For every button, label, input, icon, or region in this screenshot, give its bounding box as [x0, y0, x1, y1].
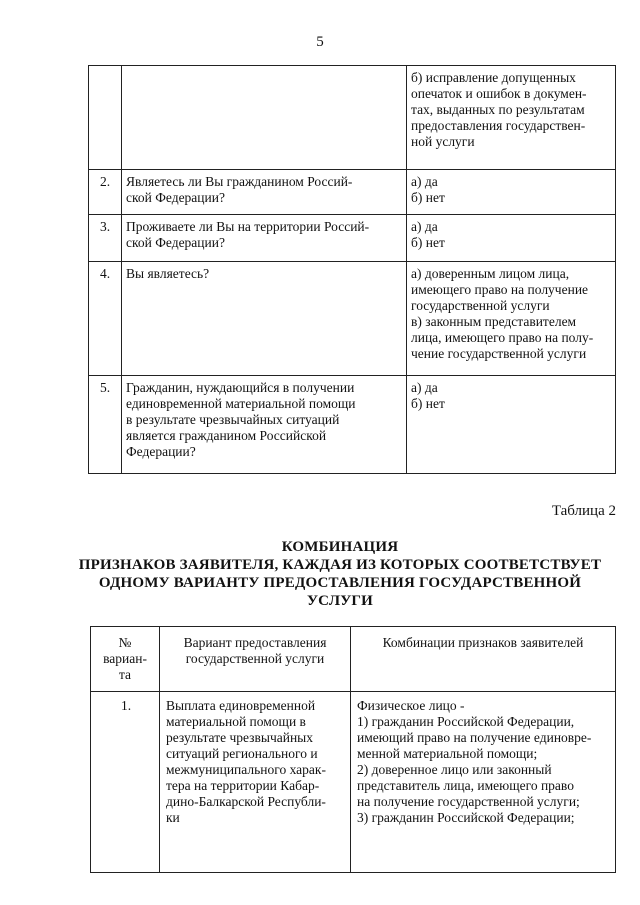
row-question: Гражданин, нуждающийся в получении единовременной материальной помощи в результате чрезвычайных ситуаций является гражданином Российской Федерации?: [122, 376, 407, 474]
row-answer: а) да б) нет: [407, 376, 616, 474]
row-number: 2.: [89, 170, 122, 215]
row-answer: б) исправление допущенных опечаток и ошибок в докумен- тах, выданных по результатам предоставления государствен- ной услуги: [407, 66, 616, 170]
table-row: [89, 215, 616, 262]
row-number: 5.: [89, 376, 122, 474]
table-row: [89, 262, 616, 376]
table-row: [89, 170, 616, 215]
row-answer: а) да б) нет: [407, 170, 616, 215]
table-caption: Таблица 2: [551, 503, 616, 519]
row-number: 4.: [89, 262, 122, 376]
row-question: Проживаете ли Вы на территории Россий- ской Федерации?: [122, 215, 407, 262]
table-heading: КОМБИНАЦИЯ ПРИЗНАКОВ ЗАЯВИТЕЛЯ, КАЖДАЯ ИЗ КОТОРЫХ СООТВЕТСТВУЕТ ОДНОМУ ВАРИАНТУ ПРЕДОСТАВЛЕНИЯ ГОСУДАРСТВЕННОЙ УСЛУГИ: [78, 539, 602, 609]
row-answer: а) доверенным лицом лица, имеющего право на получение государственной услуги в) законным представителем лица, имеющего право на полу- чение государственной услуги: [407, 262, 616, 376]
table-row: [89, 376, 616, 474]
row-question: [122, 66, 407, 170]
row-question: Являетесь ли Вы гражданином Россий- ской Федерации?: [122, 170, 407, 215]
row-answer: а) да б) нет: [407, 215, 616, 262]
header-combination: Комбинации признаков заявителей: [351, 627, 616, 692]
table-row: [91, 692, 616, 873]
row-number: 3.: [89, 215, 122, 262]
combinations-table: [90, 626, 616, 873]
table-row: [89, 66, 616, 170]
table-header-row: [91, 627, 616, 692]
page-number: 5: [316, 34, 324, 50]
header-variant: Вариант предоставления государственной услуги: [160, 627, 351, 692]
row-number: [89, 66, 122, 170]
header-variant-number: № вариан- та: [91, 627, 160, 692]
variant-combination: Физическое лицо - 1) гражданин Российской Федерации, имеющий право на получение единовре- менной материальной помощи; 2) доверенное лицо или законный представитель лица, имеющего право на получение государственной услуги; 3) гражданин Российской Федерации;: [351, 692, 616, 873]
variant-description: Выплата единовременной материальной помощи в результате чрезвычайных ситуаций регионального и межмуниципального харак- тера на территории Кабар- дино-Балкарской Республи- ки: [160, 692, 351, 873]
questions-table: [88, 65, 616, 474]
row-question: Вы являетесь?: [122, 262, 407, 376]
variant-number: 1.: [91, 692, 160, 873]
